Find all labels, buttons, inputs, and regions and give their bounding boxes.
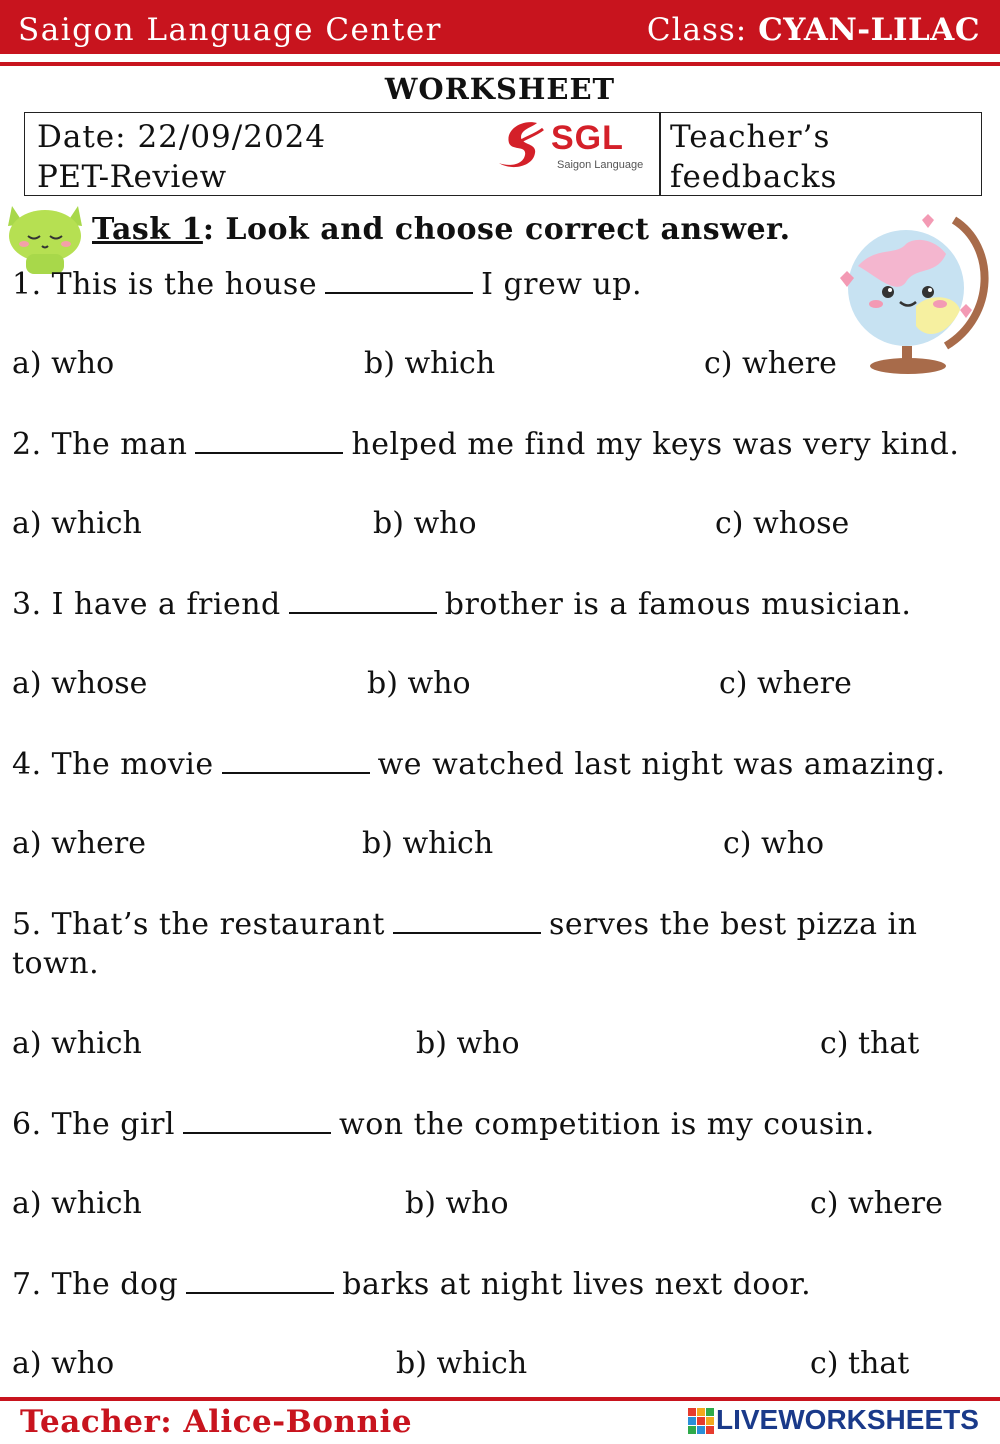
- question-text-before: The dog: [51, 1267, 179, 1302]
- option-a[interactable]: a) which: [12, 506, 142, 541]
- header-divider: [0, 62, 1000, 66]
- answer-blank[interactable]: [393, 906, 541, 934]
- liveworksheets-text: LIVEWORKSHEETS: [716, 1404, 979, 1435]
- class-name: CYAN-LILAC: [758, 12, 980, 48]
- option-c[interactable]: c) that: [810, 1346, 910, 1381]
- question-number: 6.: [12, 1107, 42, 1142]
- option-c[interactable]: c) where: [719, 666, 852, 701]
- option-c[interactable]: c) that: [820, 1026, 920, 1061]
- question-number: 7.: [12, 1267, 42, 1302]
- liveworksheets-grid-icon: [688, 1408, 714, 1434]
- option-b[interactable]: b) which: [364, 346, 496, 381]
- option-b[interactable]: b) who: [367, 666, 471, 701]
- question-number: 1.: [12, 267, 52, 302]
- answer-blank[interactable]: [325, 266, 473, 294]
- feedback-label-line2: feedbacks: [670, 159, 838, 195]
- question-2: [12, 426, 959, 462]
- question-text-after: barks at night lives next door.: [342, 1267, 812, 1302]
- option-b[interactable]: b) which: [396, 1346, 528, 1381]
- question-text-after: we watched last night was amazing.: [377, 747, 946, 782]
- option-b[interactable]: b) which: [362, 826, 494, 861]
- class-label: Class:: [646, 12, 759, 48]
- worksheet-title: WORKSHEET: [384, 72, 616, 106]
- question-text-after: I grew up.: [481, 267, 643, 302]
- box-divider: [659, 113, 661, 195]
- logo-text: SGL: [551, 119, 624, 157]
- logo-subtext: Saigon Language: [557, 159, 644, 171]
- option-a[interactable]: a) which: [12, 1026, 142, 1061]
- question-text-before: The movie: [51, 747, 214, 782]
- feedback-label-line1: Teacher’s: [670, 119, 831, 155]
- date-text: Date: 22/09/2024: [37, 119, 327, 155]
- footer-divider: [0, 1397, 1000, 1401]
- course-text: PET-Review: [37, 159, 227, 195]
- task-label: Task 1: [92, 212, 203, 247]
- question-number: 2.: [12, 427, 42, 462]
- option-b[interactable]: b) who: [416, 1026, 520, 1061]
- question-3: [12, 586, 911, 622]
- liveworksheets-logo: [688, 1402, 988, 1438]
- sgl-logo: [493, 115, 653, 177]
- option-a[interactable]: a) where: [12, 826, 146, 861]
- option-a[interactable]: a) who: [12, 346, 115, 381]
- option-c[interactable]: c) who: [723, 826, 825, 861]
- question-number: 4.: [12, 747, 42, 782]
- question-7: [12, 1266, 811, 1302]
- question-5-continued: town.: [12, 946, 100, 981]
- answer-blank[interactable]: [289, 586, 437, 614]
- question-5: [12, 906, 917, 942]
- question-1: [12, 266, 642, 302]
- school-name: Saigon Language Center: [18, 12, 442, 48]
- question-text-before: That’s the restaurant: [51, 907, 385, 942]
- teacher-name: Teacher: Alice-Bonnie: [20, 1404, 413, 1440]
- question-number: 3.: [12, 587, 42, 622]
- task-instruction: : Look and choose correct answer.: [202, 212, 791, 247]
- question-4: [12, 746, 946, 782]
- option-c[interactable]: c) whose: [715, 506, 850, 541]
- question-6: [12, 1106, 875, 1142]
- answer-blank[interactable]: [222, 746, 370, 774]
- answer-blank[interactable]: [186, 1266, 334, 1294]
- answer-blank[interactable]: [195, 426, 343, 454]
- task-heading: [92, 212, 791, 247]
- info-box: [24, 112, 982, 196]
- question-text-before: This is the house: [51, 267, 318, 302]
- class-info: [647, 12, 980, 48]
- option-a[interactable]: a) whose: [12, 666, 148, 701]
- globe-sticker-icon: [836, 206, 996, 376]
- option-b[interactable]: b) who: [405, 1186, 509, 1221]
- question-text-before: The man: [51, 427, 188, 462]
- cat-sticker-icon: [4, 196, 86, 276]
- question-text-after: helped me find my keys was very kind.: [351, 427, 960, 462]
- swirl-logo-icon: [493, 115, 553, 175]
- question-text-after: won the competition is my cousin.: [339, 1107, 875, 1142]
- question-text-before: I have a friend: [51, 587, 281, 622]
- question-text-before: The girl: [51, 1107, 176, 1142]
- question-text-after: serves the best pizza in: [548, 907, 918, 942]
- option-a[interactable]: a) who: [12, 1346, 115, 1381]
- option-b[interactable]: b) who: [373, 506, 477, 541]
- question-text-after: brother is a famous musician.: [444, 587, 912, 622]
- option-c[interactable]: c) where: [704, 346, 837, 381]
- header-bar: [0, 0, 1000, 54]
- answer-blank[interactable]: [183, 1106, 331, 1134]
- option-a[interactable]: a) which: [12, 1186, 142, 1221]
- option-c[interactable]: c) where: [810, 1186, 943, 1221]
- question-number: 5.: [12, 907, 42, 942]
